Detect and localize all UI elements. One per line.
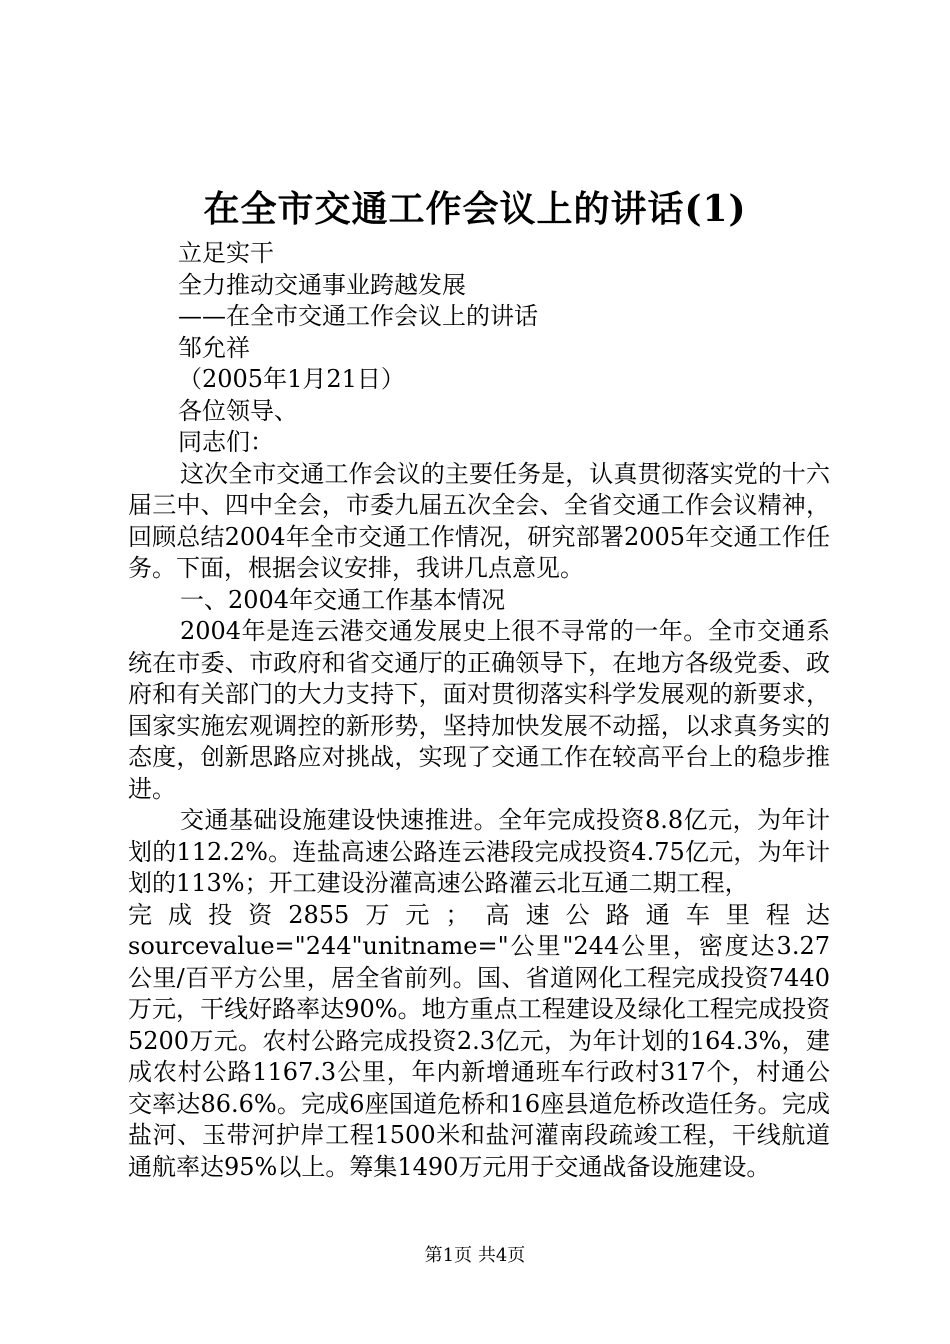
section-heading-1: 一、2004年交通工作基本情况: [180, 585, 506, 614]
paragraph-infrastructure-part2: 完成投资2855万元；高速公路通车里程达: [128, 900, 830, 929]
salutation-line-1: 各位领导、: [178, 396, 298, 425]
document-body: [128, 238, 830, 1183]
paragraph-infrastructure-part1: 交通基础设施建设快速推进。全年完成投资8.8亿元，为年计划的112.2%。连盐高速公路连云港段完成投资4.75亿元，为年计划的113%；开工建设汾灌高速公路灌云北互通二期工程，: [128, 806, 830, 897]
document-title: 在全市交通工作会议上的讲话(1): [203, 188, 747, 230]
paragraph-intro: 这次全市交通工作会议的主要任务是，认真贯彻落实党的十六届三中、四中全会，市委九届五次全会、全省交通工作会议精神，回顾总结2004年全市交通工作情况，研究部署2005年交通工作任务。下面，根据会议安排，我讲几点意见。: [128, 459, 830, 582]
paragraph-infrastructure: [128, 805, 830, 1183]
page-footer: 第1页 共4页: [424, 1245, 526, 1266]
salutation-line-2: 同志们：: [178, 428, 274, 456]
speech-date: （2005年1月21日）: [178, 365, 405, 393]
subtitle-line-2: 全力推动交通事业跨越发展: [178, 270, 466, 299]
paragraph-infrastructure-part3: sourcevalue="244"unitname="公里"244公里，密度达3.27公里/百平方公里，居全省前列。国、省道网化工程完成投资7440万元，干线好路率达90%。地方重点工程建设及绿化工程完成投资5200万元。农村公路完成投资2.3亿元，为年计划的164.3%，建成农村公路1167.3公里，年内新增通班车行政村317个，村通公交率达86.6%。完成6座国道危桥和16座县道危桥改造任务。完成盐河、玉带河护岸工程1500米和盐河灌南段疏竣工程，干线航道通航率达95%以上。筹集1490万元用于交通战备设施建设。: [128, 932, 830, 1181]
subtitle-line-3: ——在全市交通工作会议上的讲话: [178, 302, 538, 330]
paragraph-overview: 2004年是连云港交通发展史上很不寻常的一年。全市交通系统在市委、市政府和省交通厅的正确领导下，在地方各级党委、政府和有关部门的大力支持下，面对贯彻落实科学发展观的新要求，国家实施宏观调控的新形势，坚持加快发展不动摇，以求真务实的态度，创新思路应对挑战，实现了交通工作在较高平台上的稳步推进。: [128, 617, 830, 803]
subtitle-line-1: 立足实干: [178, 239, 274, 267]
speaker-name: 邹允祥: [178, 333, 250, 362]
